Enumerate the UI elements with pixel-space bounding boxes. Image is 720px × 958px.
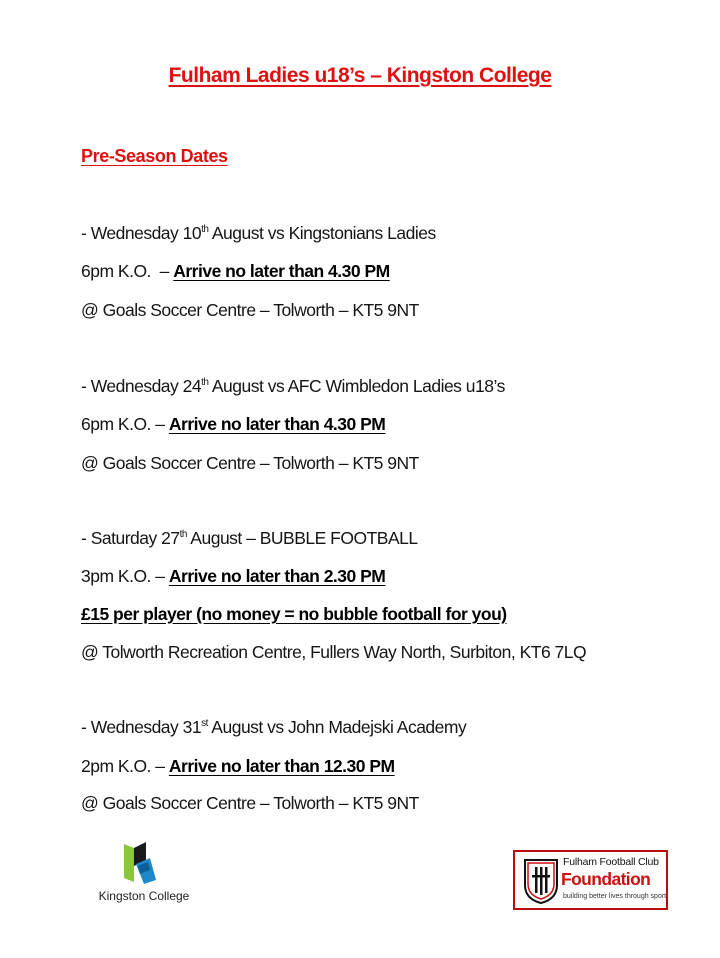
kingston-college-k-icon <box>120 840 160 886</box>
fixture-4-ordinal: st <box>201 718 208 729</box>
fixture-1-ko: 6pm K.O. – <box>81 261 174 281</box>
fixture-2-match-rest: August vs AFC Wimbledon Ladies u18’s <box>208 376 505 396</box>
fixture-3-price-note: £15 per player (no money = no bubble football for you) <box>81 604 507 624</box>
fixture-3-kickoff <box>81 566 385 587</box>
kingston-college-text: Kingston College <box>98 889 190 903</box>
fixture-1-ordinal: th <box>201 224 209 235</box>
fixture-3-day: - Saturday 27 <box>81 528 180 548</box>
fixture-1-day: - Wednesday 10 <box>81 223 202 243</box>
fixture-4-ko: 2pm K.O. – <box>81 756 169 776</box>
fixture-2-kickoff <box>81 414 385 435</box>
fixture-1-kickoff <box>81 261 390 282</box>
fixture-3-ordinal: th <box>179 529 187 540</box>
fixture-1-match <box>81 223 436 244</box>
fixture-1-match-rest: August vs Kingstonians Ladies <box>208 223 436 243</box>
fixture-2-venue: @ Goals Soccer Centre – Tolworth – KT5 9NT <box>81 453 419 473</box>
fixture-2-arrive: Arrive no later than 4.30 PM <box>168 414 386 434</box>
fixture-2-day: - Wednesday 24 <box>81 376 202 396</box>
fulham-crest-icon <box>521 857 561 905</box>
fixture-3-match-rest: August – BUBBLE FOOTBALL <box>186 528 418 548</box>
section-title: Pre-Season Dates <box>81 146 228 166</box>
fixture-4-match-rest: August vs John Madejski Academy <box>207 717 467 737</box>
fulham-club-text: Fulham Football Club <box>563 856 659 868</box>
fixture-1-venue: @ Goals Soccer Centre – Tolworth – KT5 9NT <box>81 300 419 320</box>
fixture-4-match <box>81 717 466 738</box>
fixture-1-arrive: Arrive no later than 4.30 PM <box>173 261 390 281</box>
fixture-4-venue: @ Goals Soccer Centre – Tolworth – KT5 9NT <box>81 793 419 813</box>
fulham-foundation-text: Foundation <box>561 869 651 889</box>
kingston-college-logo <box>84 840 204 910</box>
fixture-2-ordinal: th <box>201 377 209 388</box>
fulham-tagline: building better lives through sport <box>563 893 667 900</box>
fixture-3-arrive: Arrive no later than 2.30 PM <box>168 566 386 586</box>
page-title: Fulham Ladies u18’s – Kingston College <box>168 64 552 87</box>
fixture-2-match <box>81 376 505 397</box>
fixture-2-ko: 6pm K.O. – <box>81 414 169 434</box>
fixture-4-arrive: Arrive no later than 12.30 PM <box>168 756 395 776</box>
fixture-3-venue: @ Tolworth Recreation Centre, Fullers Way North, Surbiton, KT6 7LQ <box>81 642 587 662</box>
fixture-3-ko: 3pm K.O. – <box>81 566 169 586</box>
fixture-4-day: - Wednesday 31 <box>81 717 202 737</box>
fixture-4-kickoff <box>81 756 395 777</box>
fulham-foundation-logo <box>513 850 668 910</box>
fixture-3-match <box>81 528 418 549</box>
